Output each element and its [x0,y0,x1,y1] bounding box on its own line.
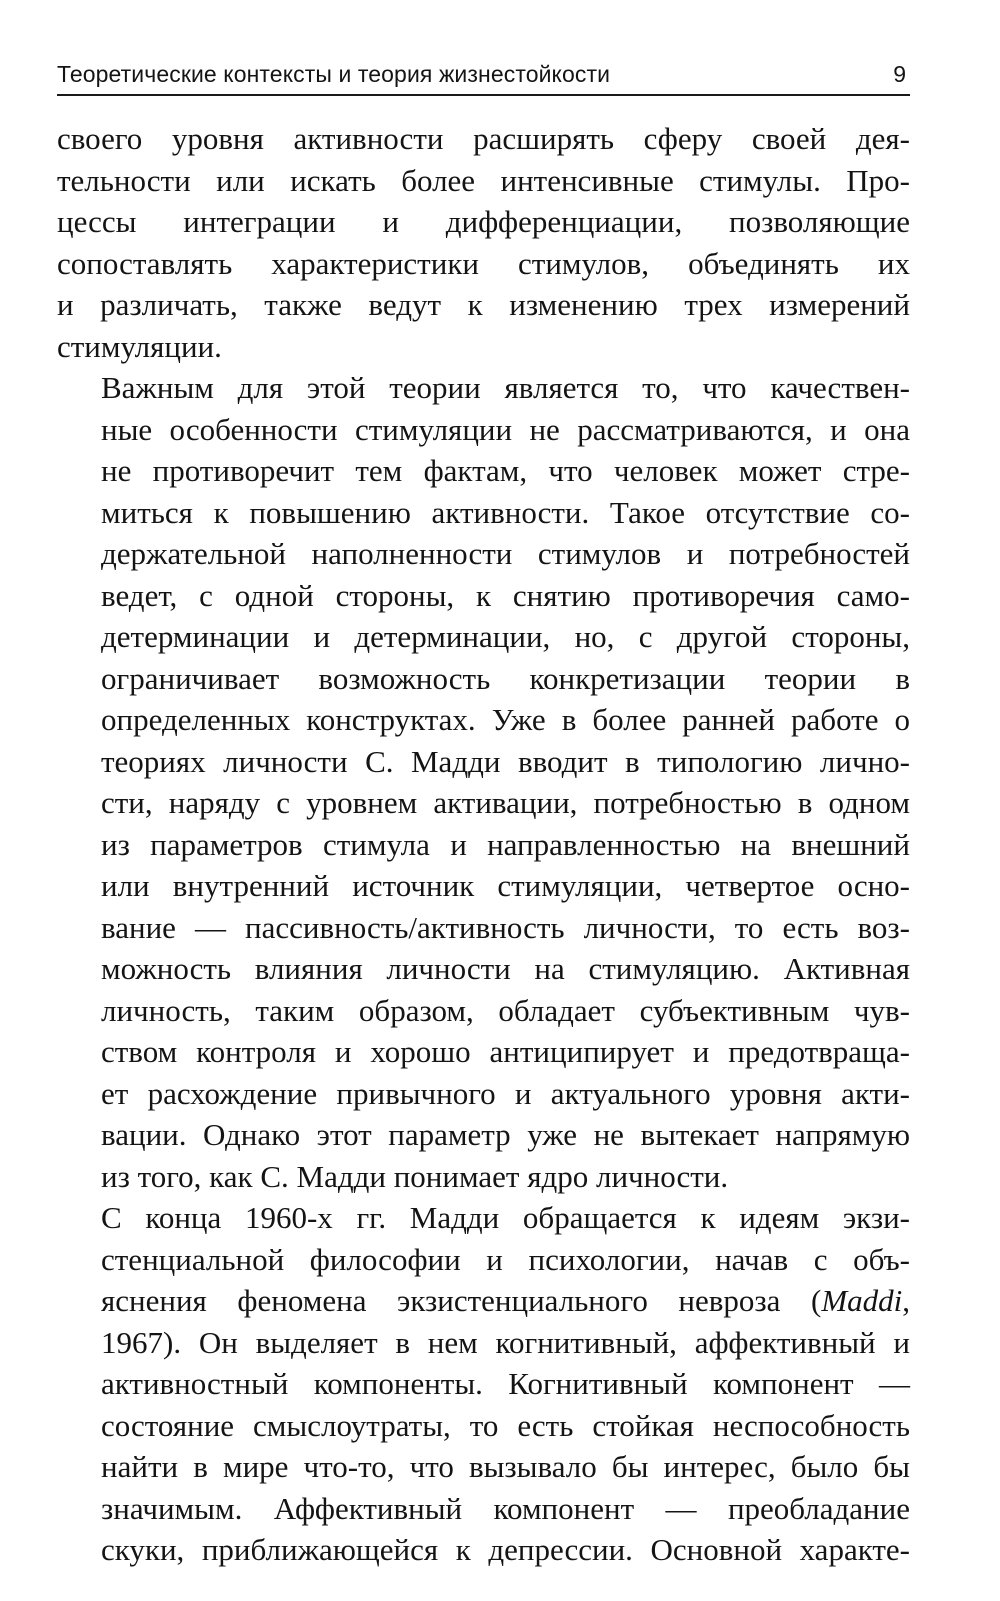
running-head-title: Теоретические контексты и теория жизнестойкости [57,61,611,87]
text-line: вание — пассивность/активность личности, то есть воз- [101,909,910,945]
text-line: из параметров стимула и направленностью на внешний [101,826,910,862]
text-line: не противоречит тем фактам, что человек может стре- [101,453,910,488]
text-line-with-citation [57,1280,910,1322]
text-line: активностный компоненты. Когнитивный компонент — [101,1366,910,1401]
text-line: и различать, также ведут к изменению трех измерений [57,287,910,322]
running-header [57,60,910,96]
paragraph-3 [57,1197,910,1571]
text-line: своего уровня активности расширять сферу своей дея- [57,121,910,156]
citation-punct: , [902,1283,910,1318]
text-line: цессы интеграции и дифференциации, позволяющие [57,204,910,239]
text-line: детерминации и детерминации, но, с другой стороны, [101,619,910,654]
text-line: сти, наряду с уровнем активации, потребностью в одном [101,785,910,820]
text-line: ет расхождение привычного и актуального уровня акти- [101,1075,910,1111]
text-line: стимуляции. [57,328,222,364]
text-line: найти в мире что-то, что вызывало бы интерес, было бы [101,1449,910,1484]
text-segment: яснения феномена экзистенциального невроза ( [101,1283,822,1318]
citation-author: Maddi [821,1283,903,1318]
page-number: 9 [893,61,906,87]
text-line: состояние смыслоутраты, то есть стойкая неспособность [101,1407,910,1443]
text-line: стенциальной философии и психологии, начав с объ- [101,1241,910,1277]
text-line: из того, как С. Мадди понимает ядро личности. [101,1158,729,1194]
text-line: ные особенности стимуляции не рассматриваются, и она [101,411,910,447]
book-page [57,60,910,1571]
text-line: 1967). Он выделяет в нем когнитивный, аффективный и [101,1324,910,1360]
text-line: сопоставлять характеристики стимулов, объединять их [57,245,910,281]
text-line: ведет, с одной стороны, к снятию противоречия само- [101,577,910,613]
text-line: С конца 1960-х гг. Мадди обращается к идеям экзи- [101,1200,910,1235]
text-line: держательной наполненности стимулов и потребностей [101,536,910,571]
text-line: теориях личности С. Мадди вводит в типологию лично- [101,743,910,779]
text-line: определенных конструктах. Уже в более ранней работе о [101,702,910,737]
text-line: можность влияния личности на стимуляцию. Активная [101,951,910,986]
text-line: миться к повышению активности. Такое отсутствие со- [101,494,910,530]
text-line: ством контроля и хорошо антиципирует и предотвраща- [101,1034,910,1069]
text-line: скуки, приближающейся к депрессии. Основной характе- [101,1532,910,1567]
text-line: Важным для этой теории является то, что качествен- [101,370,910,405]
paragraph-1 [57,118,910,367]
text-line: ограничивает возможность конкретизации теории в [101,660,910,696]
text-line: значимым. Аффективный компонент — преобладание [101,1490,910,1526]
text-line: личность, таким образом, обладает субъективным чув- [101,992,910,1028]
text-line: тельности или искать более интенсивные стимулы. Про- [57,162,910,198]
text-line: вации. Однако этот параметр уже не вытекает напрямую [101,1117,910,1152]
text-line: или внутренний источник стимуляции, четвертое осно- [101,868,910,903]
body-text [57,118,910,1571]
paragraph-2 [57,367,910,1197]
